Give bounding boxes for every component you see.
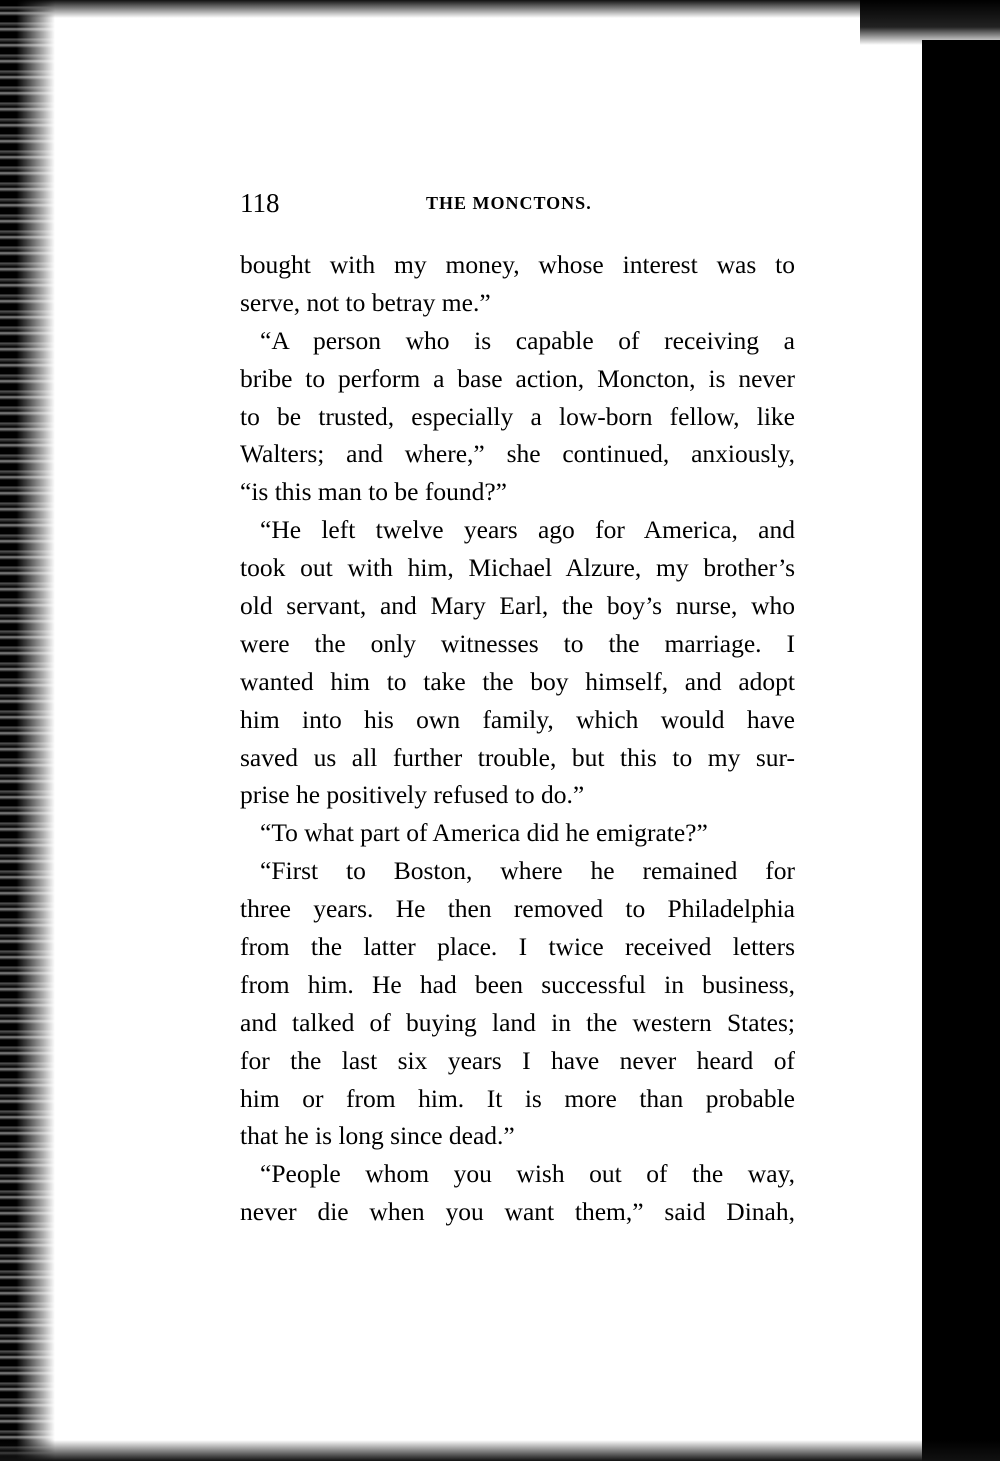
scan-right-edge-top bbox=[860, 0, 1000, 45]
text-line: “is this man to be found?” bbox=[240, 477, 507, 507]
body-text bbox=[240, 246, 795, 1231]
text-line: old servant, and Mary Earl, the boy’s nurse, who bbox=[240, 591, 795, 621]
text-line: for the last six years I have never heard of bbox=[240, 1045, 795, 1075]
text-line: “A person who is capable of receiving a bbox=[260, 325, 795, 355]
text-line: took out with him, Michael Alzure, my brother’s bbox=[240, 553, 795, 583]
text-line: three years. He then removed to Philadelphia bbox=[240, 894, 795, 924]
text-line: saved us all further trouble, but this to my sur- bbox=[240, 742, 795, 772]
text-line: him into his own family, which would have bbox=[240, 704, 795, 734]
scan-left-edge bbox=[0, 0, 55, 1461]
text-line: Walters; and where,” she continued, anxiously, bbox=[240, 439, 795, 469]
text-line: to be trusted, especially a low-born fellow, like bbox=[240, 401, 795, 431]
text-line: him or from him. It is more than probable bbox=[240, 1083, 795, 1113]
text-line: bribe to perform a base action, Moncton, is never bbox=[240, 363, 795, 393]
text-line: bought with my money, whose interest was to bbox=[240, 250, 795, 279]
text-line: and talked of buying land in the western States; bbox=[240, 1007, 795, 1037]
text-line: prise he positively refused to do.” bbox=[240, 780, 585, 810]
text-line: serve, not to betray me.” bbox=[240, 287, 491, 317]
text-line: “To what part of America did he emigrate?” bbox=[260, 818, 708, 848]
text-line: “People whom you wish out of the way, bbox=[260, 1159, 795, 1189]
text-line: “First to Boston, where he remained for bbox=[260, 856, 795, 886]
text-line: from him. He had been successful in business, bbox=[240, 969, 795, 999]
page-number: 118 bbox=[240, 188, 280, 218]
text-line: from the latter place. I twice received letters bbox=[240, 932, 795, 962]
page-header bbox=[240, 188, 795, 222]
scan-top-edge bbox=[0, 0, 1000, 18]
text-line: “He left twelve years ago for America, and bbox=[260, 515, 795, 545]
text-line: were the only witnesses to the marriage. I bbox=[240, 628, 795, 658]
scan-right-edge bbox=[922, 40, 1000, 1461]
text-line: that he is long since dead.” bbox=[240, 1121, 515, 1151]
text-line: never die when you want them,” said Dinah, bbox=[240, 1197, 795, 1227]
running-title: THE MONCTONS. bbox=[426, 193, 592, 213]
text-line: wanted him to take the boy himself, and adopt bbox=[240, 666, 795, 696]
scan-bottom-edge bbox=[0, 1440, 1000, 1461]
